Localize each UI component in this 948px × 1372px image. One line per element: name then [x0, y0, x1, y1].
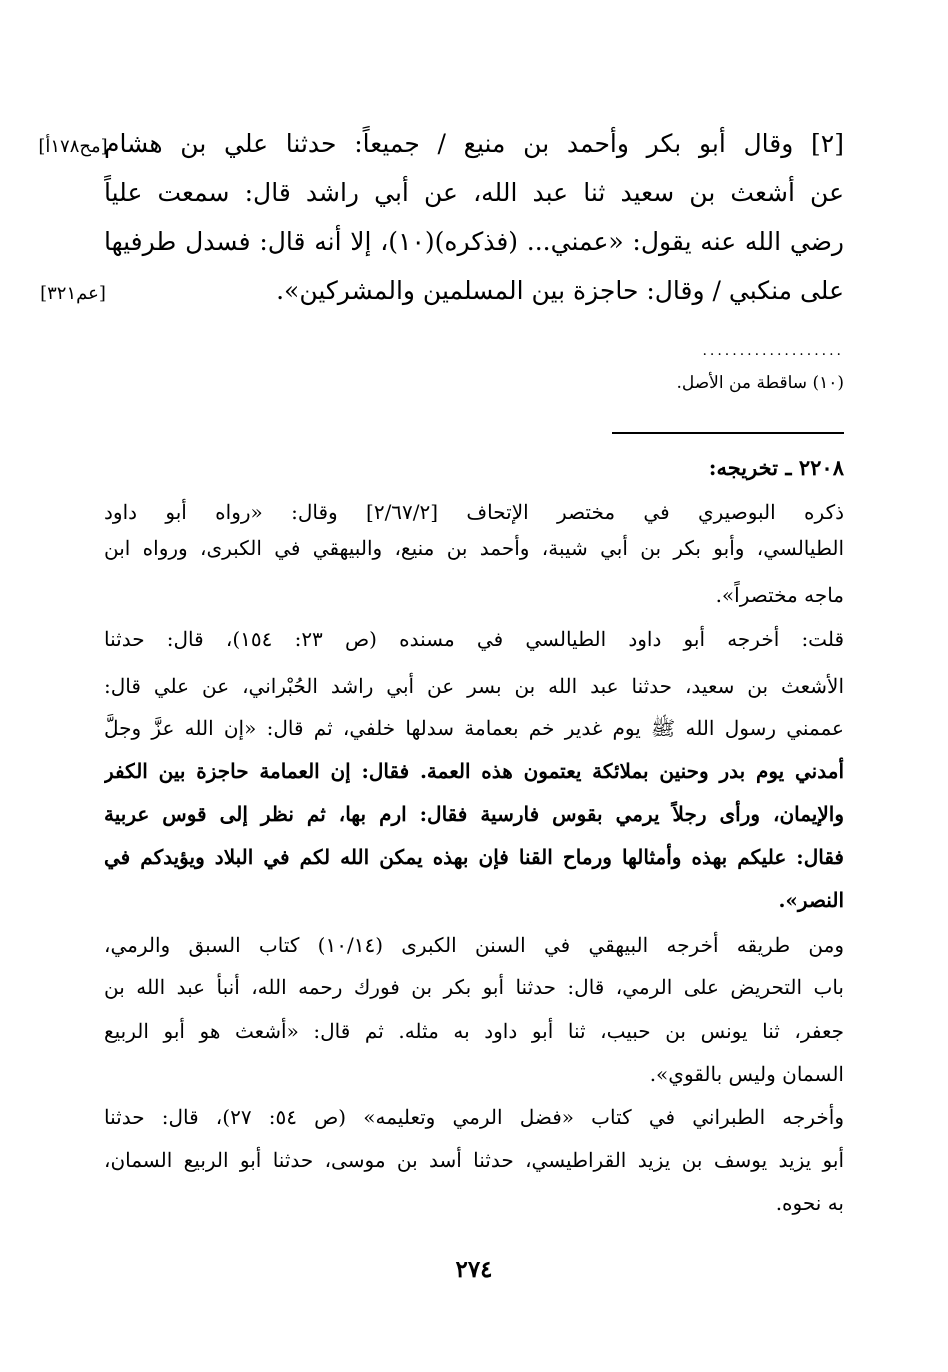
margin-note-am321: [عم٣٢١] — [40, 283, 106, 304]
takhrij-heading: ٢٢٠٨ ـ تخريجه: — [708, 455, 844, 480]
takhrij-line: الأشعث بن سعيد، حدثنا عبد الله بن بسر عن أبي راشد الحُبْراني، عن علي قال: — [104, 674, 844, 698]
takhrij-line: والإيمان، ورأى رجلاً يرمي بقوس فارسية فقال: ارم بها، ثم نظر إلى قوس عربية — [104, 802, 844, 826]
takhrij-line: به نحوه. — [775, 1191, 844, 1215]
margin-note-ms178: [مح١٧٨أ] — [38, 136, 108, 157]
takhrij-line: ومن طريقه أخرجه البيهقي في السنن الكبرى (١٠/١٤) كتاب السبق والرمي، — [104, 933, 844, 957]
main-text-line: على منكبي / وقال: حاجزة بين المسلمين والمشركين». — [276, 276, 844, 305]
takhrij-line: عممني رسول الله ﷺ يوم غدير خم بعمامة سدلها خلفي، ثم قال: «إن الله عزَّ وجلَّ — [104, 716, 844, 740]
takhrij-line: ذكره البوصيري في مختصر الإتحاف [٢/٦٧/٢] وقال: «رواه أبو داود — [104, 500, 844, 524]
takhrij-line: أبو يزيد يوسف بن يزيد القراطيسي، حدثنا أسد بن موسى، حدثنا أبو الربيع السمان، — [104, 1148, 844, 1172]
takhrij-line: النصر». — [778, 888, 844, 912]
footnote-separator-dots: ................... — [702, 343, 844, 359]
footnote: (١٠) ساقطة من الأصل. — [676, 373, 844, 393]
takhrij-line: السمان وليس بالقوي». — [649, 1062, 844, 1086]
main-text-line: عن أشعث بن سعيد ثنا عبد الله، عن أبي راشد قال: سمعت علياً — [104, 178, 844, 207]
takhrij-line: قلت: أخرجه أبو داود الطيالسي في مسنده (ص ٢٣: ١٥٤)، قال: حدثنا — [104, 627, 844, 651]
takhrij-line: باب التحريض على الرمي، قال: حدثنا أبو بكر بن فورك رحمه الله، أنبأ عبد الله بن — [104, 975, 844, 999]
main-text-line: رضي الله عنه يقول: «عمني... (فذكره)(١٠)، إلا أنه قال: فسدل طرفيها — [104, 227, 844, 256]
takhrij-line: فقال: عليكم بهذه وأمثالها ورماح القنا فإن بهذه يمكن الله لكم في البلاد ويؤيدكم في — [104, 845, 844, 869]
takhrij-line: وأخرجه الطبراني في كتاب «فضل الرمي وتعليمه» (ص ٥٤: ٢٧)، قال: حدثنا — [104, 1105, 844, 1129]
page-number: ٢٧٤ — [455, 1256, 493, 1283]
takhrij-line: الطيالسي، وأبو بكر بن أبي شيبة، وأحمد بن منيع، والبيهقي في الكبرى، ورواه ابن — [104, 536, 844, 560]
takhrij-line: جعفر، ثنا يونس بن حبيب، ثنا أبو داود به مثله. ثم قال: «أشعث هو أبو الربيع — [104, 1019, 844, 1043]
main-text-line: [٢] وقال أبو بكر وأحمد بن منيع / جميعاً: حدثنا علي بن هشام — [104, 129, 844, 158]
takhrij-line: ماجه مختصراً». — [715, 583, 844, 607]
takhrij-line: أمدني يوم بدر وحنين بملائكة يعتمون هذه العمة. فقال: إن العمامة حاجزة بين الكفر — [104, 759, 844, 783]
section-divider — [612, 432, 844, 434]
